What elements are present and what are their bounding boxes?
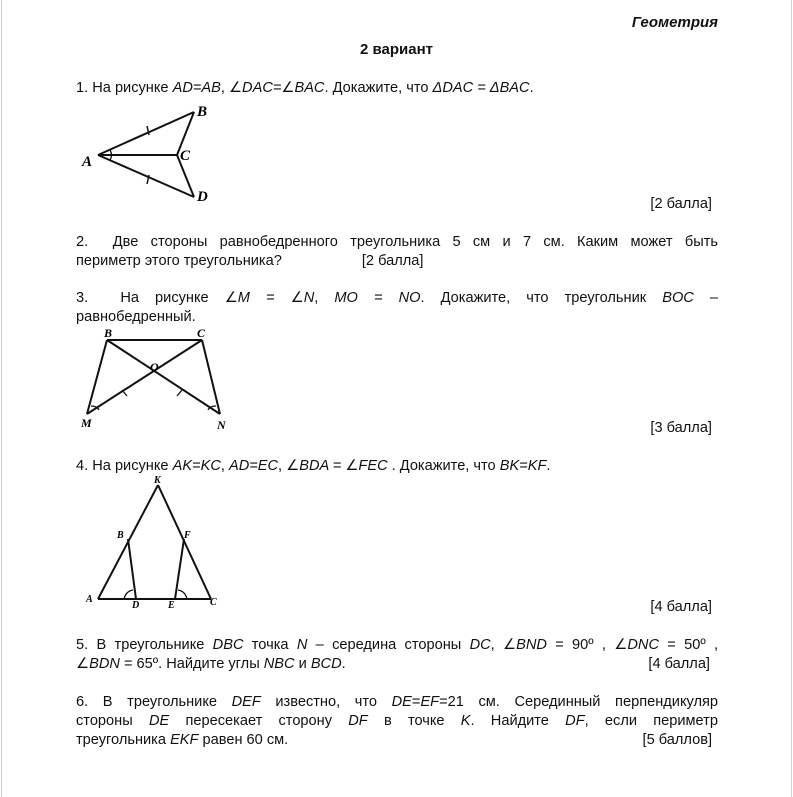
label-F: F — [184, 530, 191, 541]
task-1-statement: 1. На рисунке AD=AB, ∠DAC=∠BAC. Докажите, что ΔDAC = ΔBAC. — [76, 80, 534, 96]
label-D: D — [132, 600, 140, 611]
task-5 — [76, 636, 718, 674]
task-4-points: [4 балла] — [650, 599, 712, 615]
task-4-statement: 4. На рисунке AK=KC, AD=EC, ∠BDA = ∠FEC . Докажите, что BK=KF. — [76, 458, 551, 474]
label-N: N — [217, 418, 226, 432]
page-border-right — [791, 0, 792, 797]
page-border-left — [1, 0, 2, 797]
task-6-line-3: треугольника EKF равен 60 см. [5 баллов] — [76, 731, 718, 750]
label-D: D — [197, 189, 208, 205]
label-B: B — [104, 326, 113, 340]
task-5-line-1: 5. В треугольнике DBC точка N – середина стороны DC, ∠BND = 90º , ∠DNC = 50º , — [76, 637, 719, 653]
task-3-points: [3 балла] — [650, 420, 712, 436]
task-2 — [76, 233, 718, 271]
label-K: K — [154, 475, 161, 486]
subject-title: Геометрия — [631, 14, 718, 31]
task-2-line-1: 2. Две стороны равнобедренного треугольника 5 см и 7 см. Каким может быть — [76, 234, 718, 250]
task-3-line-1: 3. На рисунке ∠M = ∠N, MO = NO. Докажите, что треугольник BOC – — [76, 290, 719, 306]
task-6 — [76, 693, 718, 750]
variant-title: 2 вариант — [359, 41, 433, 58]
label-A: A — [82, 154, 93, 170]
label-C: C — [210, 597, 217, 608]
tick-NO — [177, 390, 182, 396]
task-3 — [76, 289, 718, 327]
label-A: A — [86, 594, 93, 605]
task-3-line-2: равнобедренный. — [76, 309, 196, 325]
label-C: C — [180, 148, 191, 164]
angle-arc-BDA — [124, 590, 133, 599]
segment-BN — [107, 340, 220, 414]
task-1 — [76, 79, 718, 98]
task-5-line-2: ∠BDN = 65º. Найдите углы NBC и BCD. [4 балла] — [76, 655, 718, 674]
task-5-points: [4 балла] — [648, 656, 710, 672]
task-6-points: [5 баллов] — [642, 732, 712, 748]
label-O: O — [150, 360, 159, 374]
task-6-line-1: 6. В треугольнике DEF известно, что DE=EF=21 см. Серединный перпендикуляр — [76, 694, 718, 710]
task-2-points: [2 балла] — [361, 253, 424, 269]
label-B: B — [197, 104, 208, 120]
label-E: E — [168, 600, 175, 611]
task-4-figure — [84, 474, 234, 614]
label-M: M — [81, 416, 92, 430]
label-C: C — [197, 326, 206, 340]
task-1-points: [2 балла] — [650, 196, 712, 212]
task-3-figure — [78, 326, 238, 436]
label-B: B — [117, 530, 124, 541]
task-2-line-2: периметр этого треугольника? [2 балла] — [76, 253, 424, 269]
angle-arc-FEC — [178, 590, 187, 599]
task-1-figure — [80, 100, 230, 210]
task-6-line-2: стороны DE пересекает сторону DF в точке K. Найдите DF, если периметр — [76, 713, 718, 729]
